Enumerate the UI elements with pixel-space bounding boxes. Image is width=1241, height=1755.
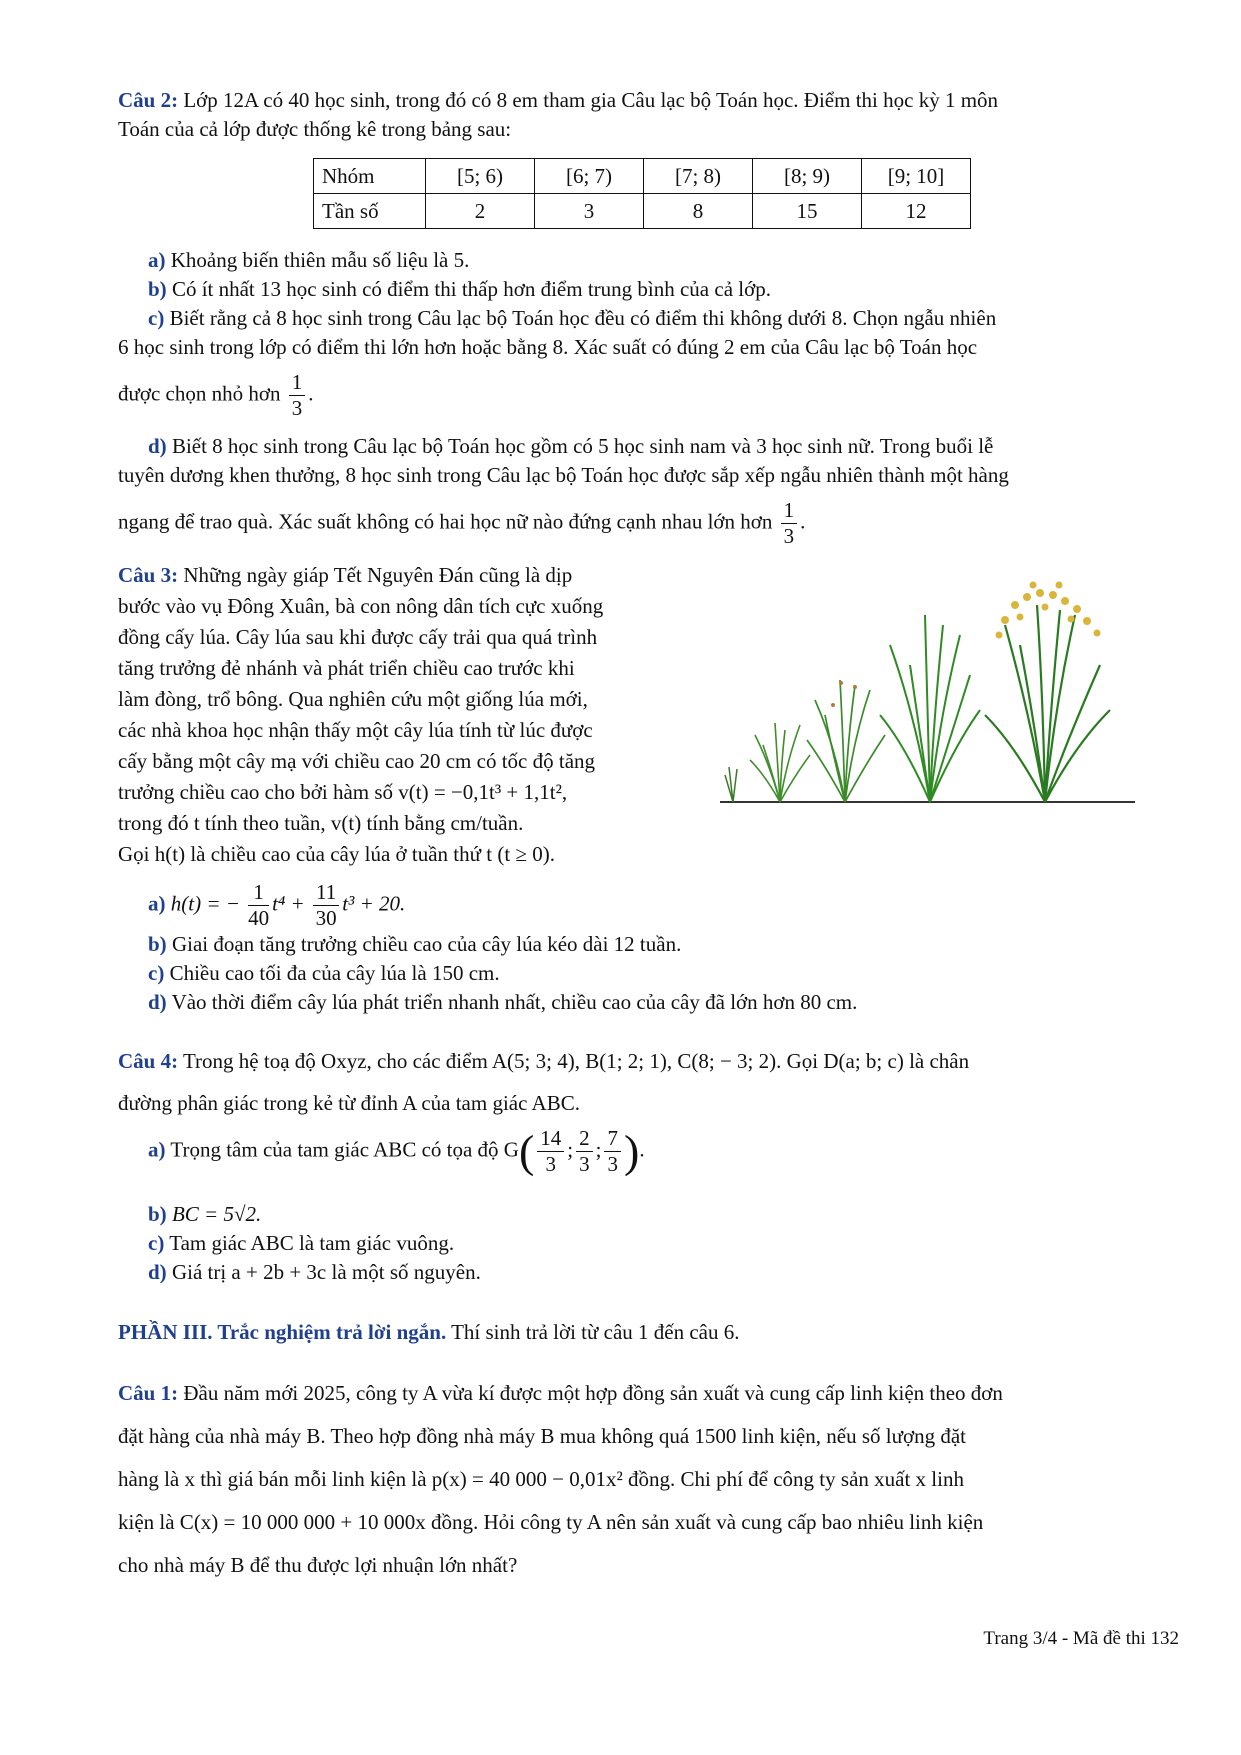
table-cell: [7; 8): [644, 159, 753, 194]
cau1-label: Câu 1:: [118, 1381, 179, 1405]
table-head-tanso: Tần số: [314, 194, 426, 229]
cau4-intro: Câu 4: Trong hệ toạ độ Oxyz, cho các điểm A(5; 3; 4), B(1; 2; 1), C(8; − 3; 2). Gọi D(a; b; c) là chân đường phân giác trong kẻ từ đỉnh A của tam giác ABC.: [118, 1049, 970, 1115]
cau4-option-d: d) Giá trị a + 2b + 3c là một số nguyên.: [148, 1260, 481, 1284]
cau4-label: Câu 4:: [118, 1049, 179, 1073]
cau4-option-a: a) Trọng tâm của tam giác ABC có tọa độ G( $\frac{14}{3}$ ; $\frac{2}{3}$ ; $\frac{7}{3}$ ).: [148, 1125, 645, 1177]
cau3-options-bcd: [118, 930, 1178, 1017]
cau2-option-a: a) Khoảng biến thiên mẫu số liệu là 5.: [148, 248, 470, 272]
cau3-label: Câu 3:: [118, 563, 179, 587]
table-cell: 12: [862, 194, 971, 229]
cau2-option-d: d) Biết 8 học sinh trong Câu lạc bộ Toán học gồm có 5 học sinh nam và 3 học sinh nữ. Trong buổi lễ tuyên dương khen thưởng, 8 học sinh trong Câu lạc bộ Toán học được sắp xếp ngẫu nhiên thành một hàng ngang để trao quà. Xác suất không có hai học nữ nào đứng cạnh nhau lớn hơn $\frac{1}{3}$ .: [118, 434, 1009, 548]
cau3-option-a: a) h(t) = − $\frac{1}{40}$ t⁴ + $\frac{11}{30}$ t³ + 20.: [148, 880, 406, 930]
cau3-option-c: c) Chiều cao tối đa của cây lúa là 150 cm.: [148, 961, 500, 985]
table-head-nhom: Nhóm: [314, 159, 426, 194]
page-footer: Trang 3/4 - Mã đề thi 132: [983, 1628, 1179, 1649]
table-cell: 3: [535, 194, 644, 229]
cau2-intro: [118, 86, 1178, 144]
frequency-table: [313, 158, 971, 229]
cau1-text: Câu 1: Đầu năm mới 2025, công ty A vừa kí được một hợp đồng sản xuất và cung cấp linh kiện theo đơn đặt hàng của nhà máy B. Theo hợp đồng nhà máy B mua không quá 1500 linh kiện, nếu số lượng đặt hàng là x thì giá bán mỗi linh kiện là p(x) = 40 000 − 0,01x² đồng. Chi phí để công ty sản xuất x linh kiện là C(x) = 10 000 000 + 10 000x đồng. Hỏi công ty A nên sản xuất và cung cấp bao nhiêu linh kiện cho nhà máy B để thu được lợi nhuận lớn nhất?: [118, 1381, 1003, 1577]
cau3-option-b: b) Giai đoạn tăng trưởng chiều cao của cây lúa kéo dài 12 tuần.: [148, 932, 682, 956]
fraction: $\frac{1}{3}$: [781, 498, 798, 549]
cau4-option-b: b) BC = 5√2.: [148, 1202, 262, 1226]
table-cell: 2: [426, 194, 535, 229]
cau2-label: Câu 2:: [118, 88, 179, 112]
rice-growth-illustration: [715, 575, 1140, 815]
table-row: [314, 194, 971, 229]
phan3-heading: [118, 1318, 1178, 1347]
table-cell: 8: [644, 194, 753, 229]
cau2-intro-line1: Lớp 12A có 40 học sinh, trong đó có 8 em tham gia Câu lạc bộ Toán học. Điểm thi học kỳ 1 môn: [183, 88, 999, 112]
cau2-option-c: c) Biết rằng cả 8 học sinh trong Câu lạc bộ Toán học đều có điểm thi không dưới 8. Chọn ngẫu nhiên 6 học sinh trong lớp có điểm thi lớn hơn hoặc bằng 8. Xác suất có đúng 2 em của Câu lạc bộ Toán học được chọn nhỏ hơn $\frac{1}{3}$ .: [118, 306, 997, 420]
cau2-options-ab: [118, 246, 1178, 304]
table-cell: [6; 7): [535, 159, 644, 194]
table-cell: [5; 6): [426, 159, 535, 194]
cau2-option-b: b) Có ít nhất 13 học sinh có điểm thi thấp hơn điểm trung bình của cả lớp.: [148, 277, 771, 301]
phan3-title: PHẦN III. Trắc nghiệm trả lời ngắn.: [118, 1320, 447, 1344]
table-cell: 15: [753, 194, 862, 229]
phan3-instruction: Thí sinh trả lời từ câu 1 đến câu 6.: [451, 1320, 740, 1344]
cau3-intro: Câu 3: Những ngày giáp Tết Nguyên Đán cũng là dịp bước vào vụ Đông Xuân, bà con nông dân tích cực xuống đồng cấy lúa. Cây lúa sau khi được cấy trải qua quá trình tăng trưởng đẻ nhánh và phát triển chiều cao trước khi làm đòng, trổ bông. Qua nghiên cứu một giống lúa mới, các nhà khoa học nhận thấy một cây lúa tính từ lúc được cấy bằng một cây mạ với chiều cao 20 cm có tốc độ tăng trưởng chiều cao cho bởi hàm số v(t) = −0,1t³ + 1,1t², trong đó t tính theo tuần, v(t) tính bằng cm/tuần. Gọi h(t) là chiều cao của cây lúa ở tuần thứ t (t ≥ 0).: [118, 563, 604, 866]
cau2-intro-line2: Toán của cả lớp được thống kê trong bảng sau:: [118, 117, 512, 141]
table-cell: [9; 10]: [862, 159, 971, 194]
cau3-option-d: d) Vào thời điểm cây lúa phát triển nhanh nhất, chiều cao của cây đã lớn hơn 80 cm.: [148, 990, 858, 1014]
cau4-option-c: c) Tam giác ABC là tam giác vuông.: [148, 1231, 455, 1255]
table-row: [314, 159, 971, 194]
cau4-options-bcd: [118, 1200, 1178, 1287]
table-cell: [8; 9): [753, 159, 862, 194]
fraction: $\frac{1}{3}$: [289, 370, 306, 421]
